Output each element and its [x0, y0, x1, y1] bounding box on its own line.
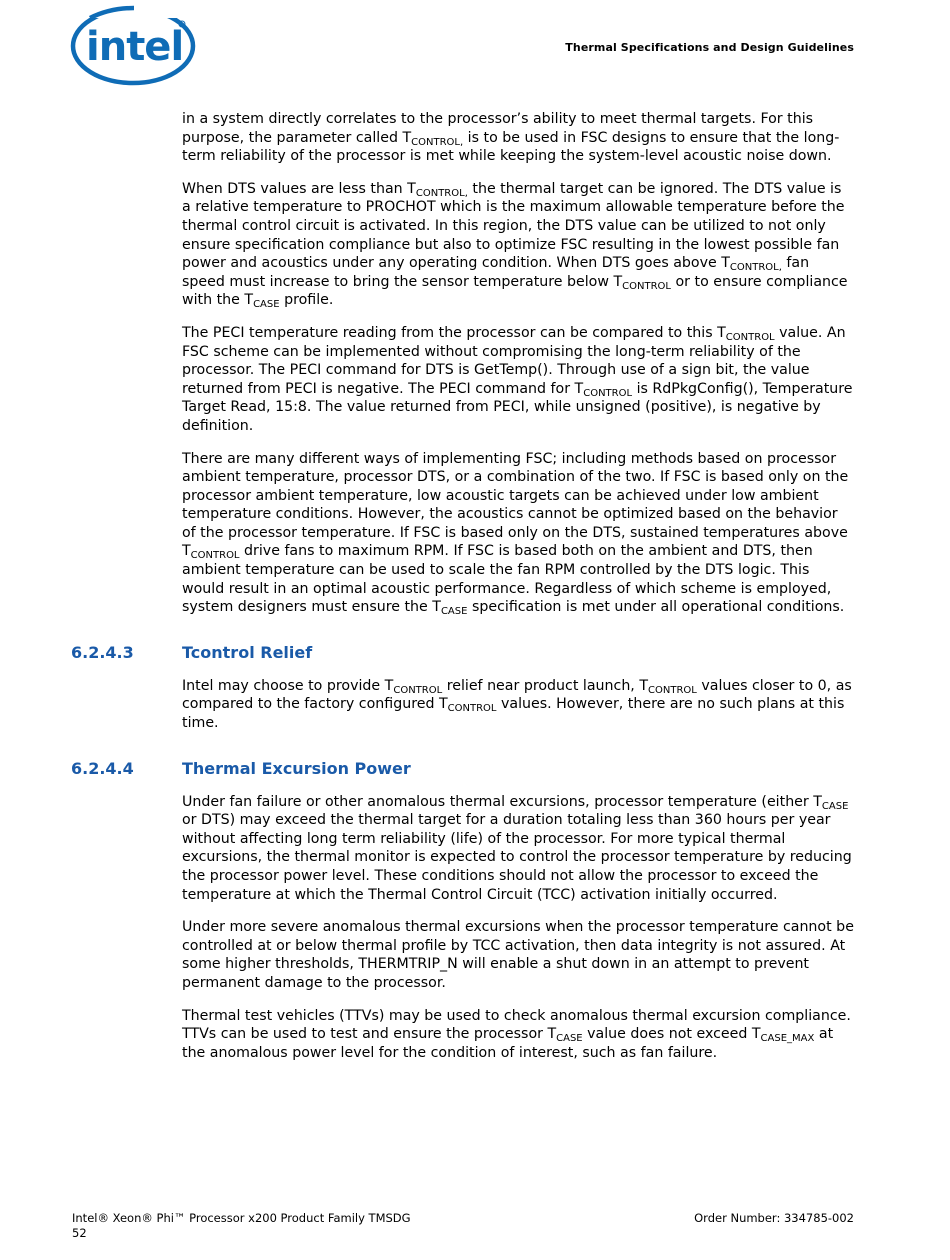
section-number: 6.2.4.3: [71, 642, 134, 662]
text-run: Thermal test vehicles (TTVs) may be used to check anomalous thermal excursion compliance. TTVs can be used to test and ensure the processor T: [182, 1007, 851, 1043]
subscript: CONTROL,: [415, 187, 468, 199]
section-heading-tcontrol-relief: [71, 642, 854, 665]
text-run: profile.: [279, 292, 334, 309]
text-run: There are many different ways of implementing FSC; including methods based on processor ambient temperature, processor DTS, or a combination of the two. If FSC is based only on the processor ambient temperature, low acoustic targets can be achieved under low ambient temperature conditions. However, the acoustics cannot be optimized based on the behavior of the processor temperature. If FSC is based only on the DTS, sustained temperatures above T: [182, 450, 849, 560]
text-run: Under more severe anomalous thermal excursions when the processor temperature cannot be controlled at or below thermal profile by TCC activation, then data integrity is not assured. At some higher thresholds, THERMTRIP_N will enable a shut down in an attempt to prevent permanent damage to the processor.: [182, 919, 854, 991]
paragraph-2: [182, 180, 854, 310]
footer-order-number: Order Number: 334785-002: [694, 1211, 854, 1225]
paragraph-excursion-2: [182, 918, 854, 992]
section-title: Thermal Excursion Power: [182, 758, 411, 778]
subscript: CONTROL: [190, 550, 240, 562]
text-run: at the anomalous power level for the condition of interest, such as fan failure.: [182, 1026, 834, 1061]
subscript: CASE: [440, 606, 468, 618]
text-run: or DTS) may exceed the thermal target for a duration totaling less than 360 hours per year without affecting long term reliability (life) of the processor. For more typical thermal excursions, the thermal monitor is expected to control the processor temperature by reducing the processor power level. These conditions should not allow the processor to exceed the temperature at which the Thermal Control Circuit (TCC) activation initially occurred.: [182, 812, 852, 903]
text-run: values closer to 0, as compared to the factory configured T: [182, 677, 852, 713]
section-title: Tcontrol Relief: [182, 642, 313, 662]
text-run: fan speed must increase to bring the sensor temperature below T: [182, 255, 810, 290]
paragraph-1: [182, 110, 854, 166]
footer-doc-title: Intel® Xeon® Phi™ Processor x200 Product Family TMSDG: [72, 1211, 411, 1225]
text-run: in a system directly correlates to the processor’s ability to meet thermal targets. For this purpose, the parameter called T: [182, 111, 814, 146]
text-run: specification is met under all operational conditions.: [467, 599, 845, 616]
paragraph-4: [182, 450, 854, 617]
text-run: is to be used in FSC designs to ensure that the long-term reliability of the processor is met while keeping the system-level acoustic noise down.: [182, 129, 840, 165]
text-run: value does not exceed T: [582, 1026, 761, 1043]
text-run: When DTS values are less than T: [182, 180, 416, 197]
subscript: CONTROL,: [411, 136, 464, 148]
text-run: The PECI temperature reading from the processor can be compared to this T: [182, 324, 726, 341]
text-run: the thermal target can be ignored. The DTS value is a relative temperature to PROCHOT which is the maximum allowable temperature before the thermal control circuit is activated. In this region, the DTS value can be utilized to not only ensure specification compliance but also to optimize FSC resulting in the lowest possible fan power and acoustics under any operating condition. When DTS goes above T: [182, 180, 845, 272]
header-title: Thermal Specifications and Design Guidelines: [565, 41, 854, 54]
text-run: Under fan failure or other anomalous thermal excursions, processor temperature (either T: [182, 793, 822, 810]
subscript: CONTROL: [725, 331, 775, 343]
subscript: CONTROL: [583, 387, 633, 399]
subscript: CONTROL: [393, 684, 443, 696]
subscript: CASE: [556, 1033, 583, 1045]
subscript: CONTROL,: [729, 262, 782, 274]
text-run: drive fans to maximum RPM. If FSC is based both on the ambient and DTS, then ambient temperature can be used to scale the fan RPM controlled by the DTS logic. This would result in an optimal acoustic performance. Regardless of which scheme is employed, system designers must ensure the T: [182, 543, 832, 616]
subscript: CASE: [253, 299, 280, 311]
section-heading-thermal-excursion-power: [71, 758, 854, 781]
text-run: or to ensure compliance with the T: [182, 273, 848, 309]
text-run: values. However, there are no such plans at this time.: [182, 696, 845, 732]
subscript: CONTROL: [622, 280, 671, 292]
text-run: Intel may choose to provide T: [182, 677, 394, 694]
paragraph-tcontrol-relief: [182, 677, 854, 733]
intel-logo: [70, 2, 198, 86]
section-number: 6.2.4.4: [71, 758, 134, 778]
footer-left: [72, 1211, 411, 1241]
subscript: CASE_MAX: [760, 1033, 815, 1045]
intel-logo-text: intel: [86, 24, 184, 70]
footer-page-number: 52: [72, 1226, 87, 1240]
text-run: value. An FSC scheme can be implemented without compromising the long-term reliability of the processor. The PECI command for DTS is GetTemp(). Through use of a sign bit, the value returned from PECI is negative. The PECI command for T: [182, 324, 846, 397]
text-run: relief near product launch, T: [442, 677, 648, 694]
text-run: is RdPkgConfig(), Temperature Target Read, 15:8. The value returned from PECI, while unsigned (positive), is negative by definition.: [182, 380, 853, 434]
subscript: CASE: [821, 800, 849, 812]
paragraph-excursion-1: [182, 793, 854, 905]
paragraph-excursion-3: [182, 1007, 854, 1063]
subscript: CONTROL: [447, 703, 497, 715]
page-content: [71, 110, 854, 1076]
subscript: CONTROL: [648, 684, 697, 696]
paragraph-3: [182, 324, 854, 436]
